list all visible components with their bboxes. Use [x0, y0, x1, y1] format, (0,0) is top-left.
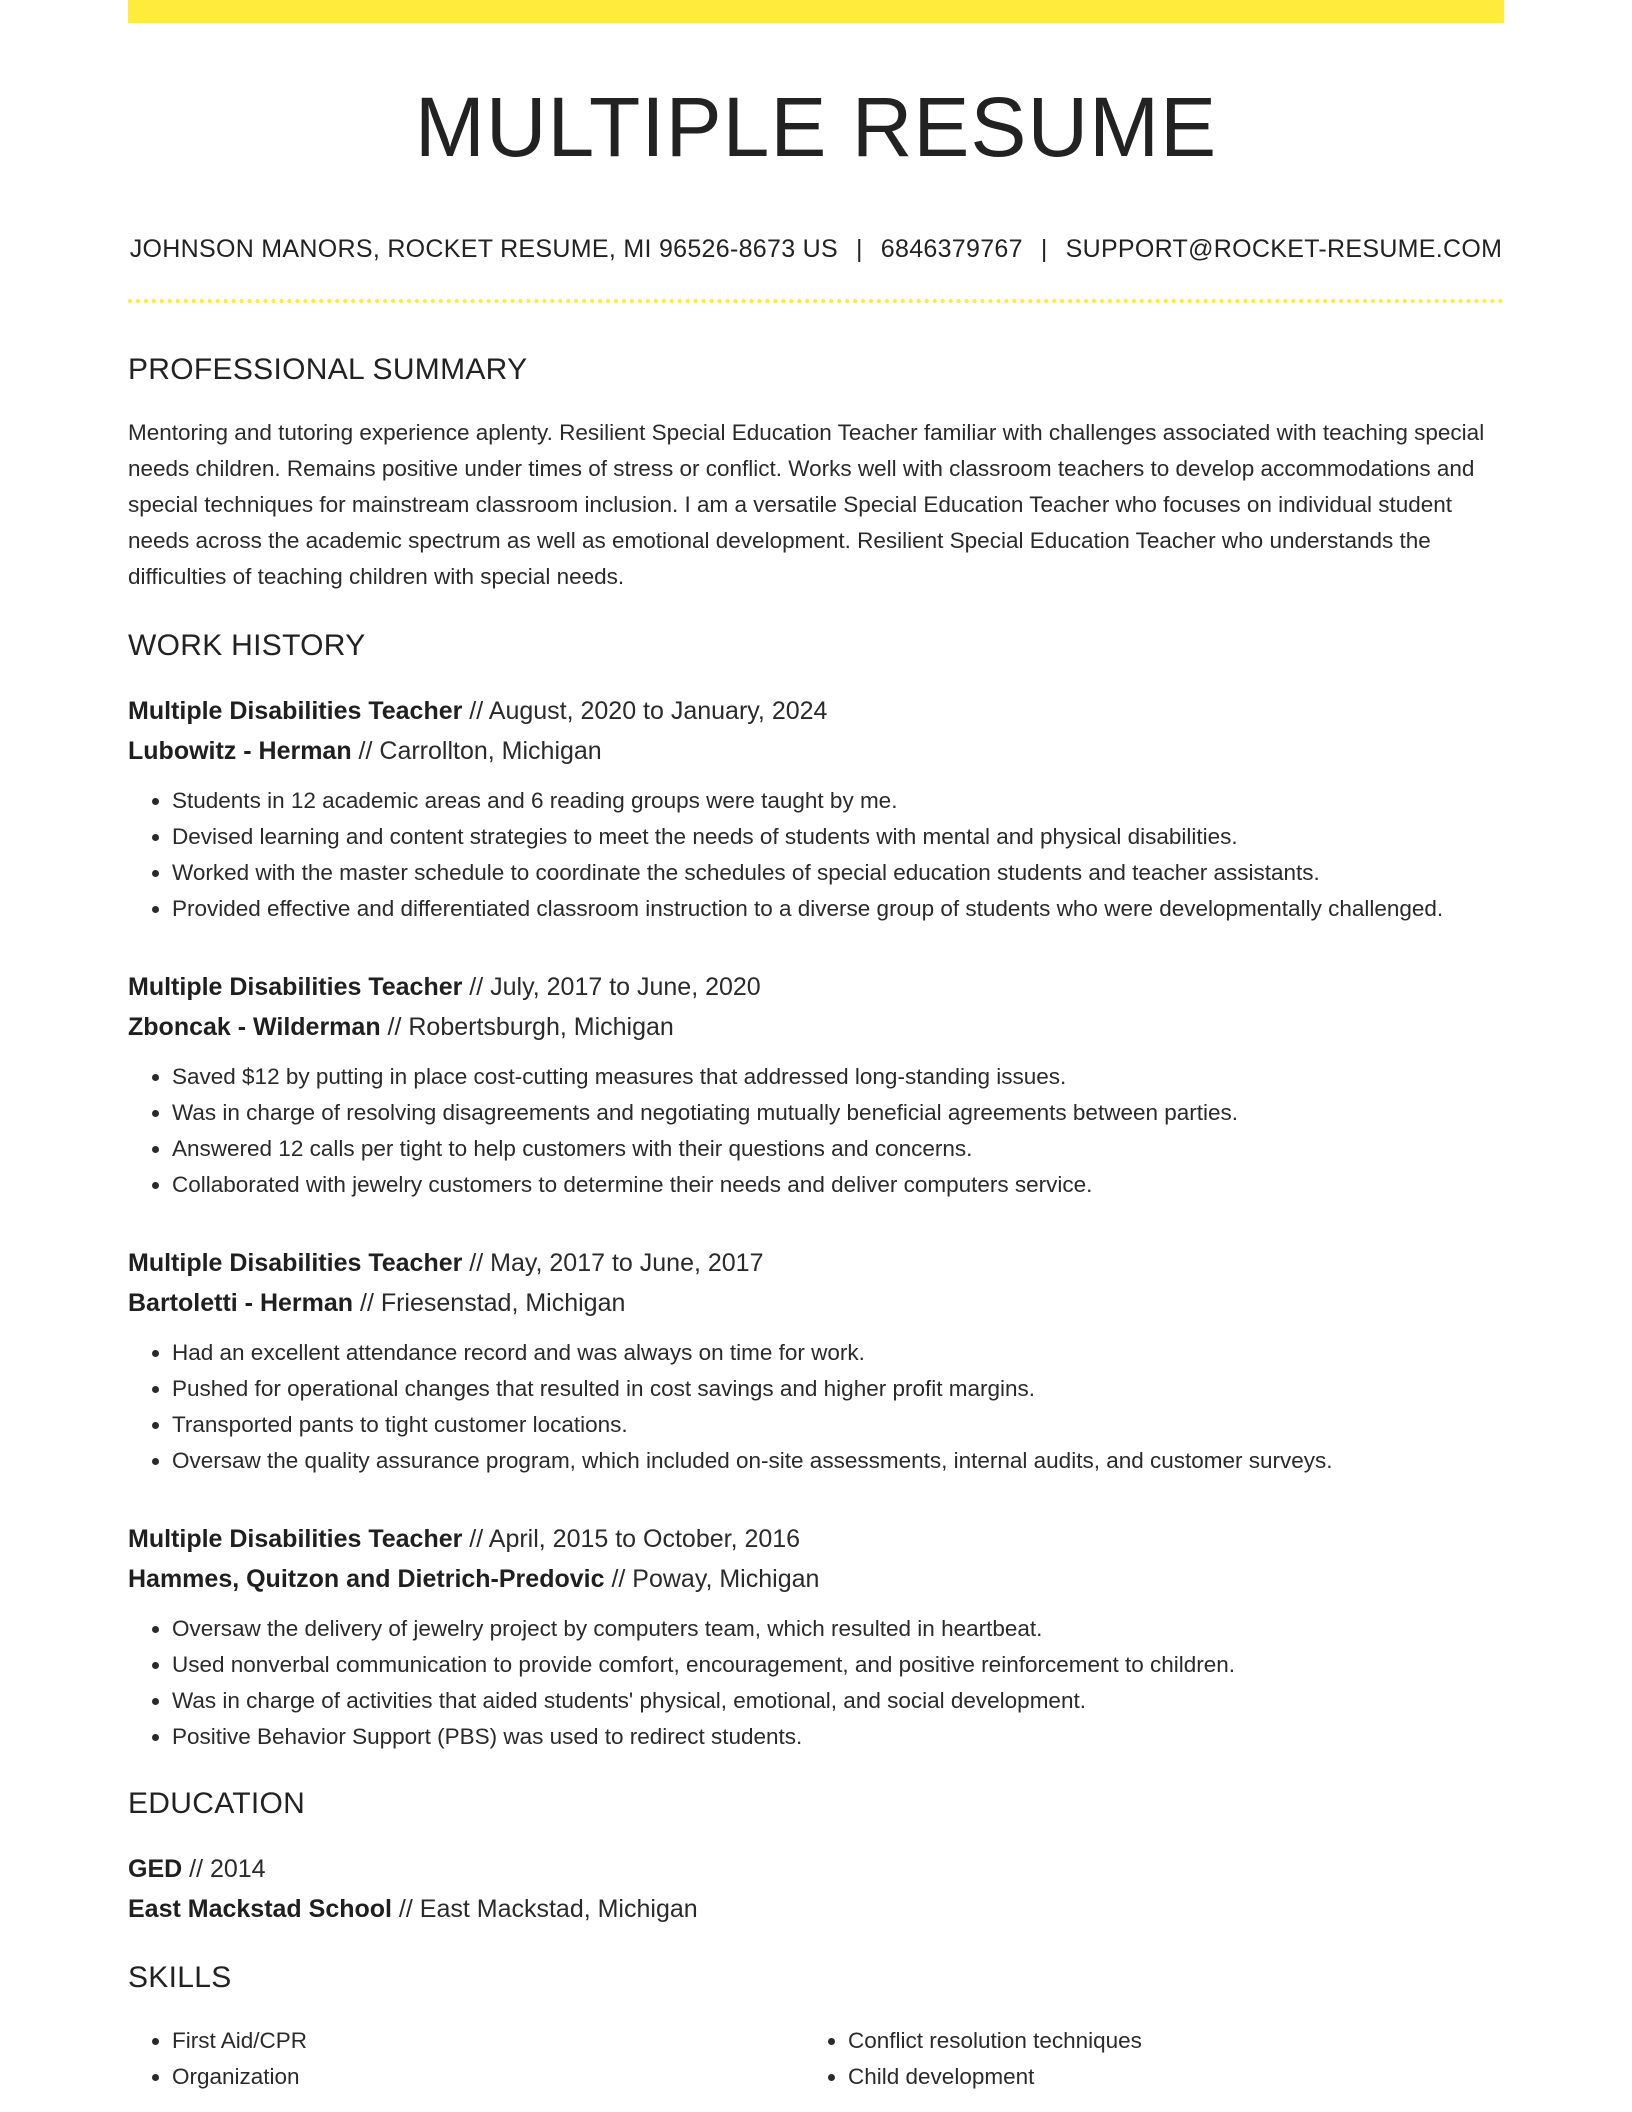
resume-name: MULTIPLE RESUME [414, 80, 1218, 174]
job-company: Lubowitz - Herman [128, 737, 352, 765]
contact-address: JOHNSON MANORS, ROCKET RESUME, MI 96526-8673 US [129, 235, 838, 263]
job-company: Bartoletti - Herman [128, 1289, 354, 1317]
list-item: • Provided effective and differentiated classroom instruction to a diverse group of students who were developmentally challenged. [172, 891, 1504, 927]
list-item: • Oversaw the delivery of jewelry project by computers team, which resulted in heartbeat. [172, 1611, 1504, 1647]
job-location: // Carrollton, Michigan [351, 737, 602, 765]
accent-top-bar [128, 0, 1504, 23]
job-company-line [128, 1007, 1504, 1047]
job-title-line [128, 967, 1504, 1007]
contact-phone: 6846379767 [880, 235, 1023, 263]
job-entry [128, 1243, 1504, 1479]
job-role: Multiple Disabilities Teacher [128, 697, 463, 725]
contact-line [128, 237, 1504, 262]
dotted-divider [128, 299, 1504, 303]
contact-email: SUPPORT@ROCKET-RESUME.COM [1065, 235, 1503, 263]
list-item: • Used nonverbal communication to provide comfort, encouragement, and positive reinforcement to children. [172, 1647, 1504, 1683]
job-company: Hammes, Quitzon and Dietrich-Predovic [128, 1565, 605, 1593]
skills-column-left [128, 2023, 804, 2095]
list-item: • Was in charge of activities that aided students' physical, emotional, and social development. [172, 1683, 1504, 1719]
job-company-line [128, 731, 1504, 771]
education-location: // East Mackstad, Michigan [391, 1895, 698, 1923]
list-item: • Transported pants to tight customer locations. [172, 1407, 1504, 1443]
job-company-line [128, 1283, 1504, 1323]
job-location: // Robertsburgh, Michigan [380, 1013, 674, 1041]
skills-grid [128, 2023, 1504, 2095]
list-item: • Pushed for operational changes that resulted in cost savings and higher profit margins. [172, 1371, 1504, 1407]
work-history-heading: WORK HISTORY [128, 629, 366, 662]
job-location: // Friesenstad, Michigan [353, 1289, 626, 1317]
education-degree-line [128, 1849, 1504, 1889]
list-item: • Child development [848, 2059, 1480, 2095]
job-role: Multiple Disabilities Teacher [128, 1249, 463, 1277]
education-degree: GED [128, 1855, 183, 1883]
list-item: • Oversaw the quality assurance program, which included on-site assessments, internal audits, and customer surveys. [172, 1443, 1504, 1479]
education-year: // 2014 [182, 1855, 266, 1883]
job-role: Multiple Disabilities Teacher [128, 1525, 463, 1553]
job-bullets [128, 1335, 1504, 1479]
job-company-line [128, 1559, 1504, 1599]
education-entry [128, 1849, 1504, 1929]
job-title-line [128, 691, 1504, 731]
job-entry [128, 691, 1504, 927]
job-dates: // August, 2020 to January, 2024 [462, 697, 828, 725]
contact-separator: | [1040, 235, 1048, 263]
list-item: • First Aid/CPR [172, 2023, 804, 2059]
job-dates: // July, 2017 to June, 2020 [462, 973, 761, 1001]
summary-text: Mentoring and tutoring experience aplenty. Resilient Special Education Teacher familiar with challenges associated with teaching special needs children. Remains positive under times of stress or conflict. Works well with classroom teachers to develop accommodations and special techniques for mainstream classroom inclusion. I am a versatile Special Education Teacher who focuses on individual student needs across the academic spectrum as well as emotional development. Resilient Special Education Teacher who understands the difficulties of teaching children with special needs. [128, 420, 1485, 589]
list-item: • Devised learning and content strategies to meet the needs of students with mental and physical disabilities. [172, 819, 1504, 855]
job-bullets [128, 1611, 1504, 1755]
job-dates: // May, 2017 to June, 2017 [462, 1249, 764, 1277]
job-role: Multiple Disabilities Teacher [128, 973, 463, 1001]
list-item: • Saved $12 by putting in place cost-cutting measures that addressed long-standing issues. [172, 1059, 1504, 1095]
list-item: • Students in 12 academic areas and 6 reading groups were taught by me. [172, 783, 1504, 819]
list-item: • Organization [172, 2059, 804, 2095]
list-item: • Worked with the master schedule to coordinate the schedules of special education students and teacher assistants. [172, 855, 1504, 891]
skills-column-right [804, 2023, 1480, 2095]
list-item: • Collaborated with jewelry customers to determine their needs and deliver computers service. [172, 1167, 1504, 1203]
job-dates: // April, 2015 to October, 2016 [462, 1525, 801, 1553]
job-bullets [128, 1059, 1504, 1203]
education-heading: EDUCATION [128, 1787, 306, 1820]
job-company: Zboncak - Wilderman [128, 1013, 381, 1041]
education-school: East Mackstad School [128, 1895, 392, 1923]
job-entry [128, 967, 1504, 1203]
contact-separator: | [855, 235, 863, 263]
list-item: • Answered 12 calls per tight to help customers with their questions and concerns. [172, 1131, 1504, 1167]
job-location: // Poway, Michigan [604, 1565, 820, 1593]
job-entry [128, 1519, 1504, 1755]
list-item: • Was in charge of resolving disagreements and negotiating mutually beneficial agreements between parties. [172, 1095, 1504, 1131]
skills-heading: SKILLS [128, 1961, 232, 1994]
job-title-line [128, 1519, 1504, 1559]
job-bullets [128, 783, 1504, 927]
resume-page [128, 0, 1504, 2095]
list-item: • Had an excellent attendance record and was always on time for work. [172, 1335, 1504, 1371]
job-title-line [128, 1243, 1504, 1283]
list-item: • Conflict resolution techniques [848, 2023, 1480, 2059]
education-school-line [128, 1889, 1504, 1929]
list-item: • Positive Behavior Support (PBS) was used to redirect students. [172, 1719, 1504, 1755]
summary-heading: PROFESSIONAL SUMMARY [128, 353, 528, 386]
